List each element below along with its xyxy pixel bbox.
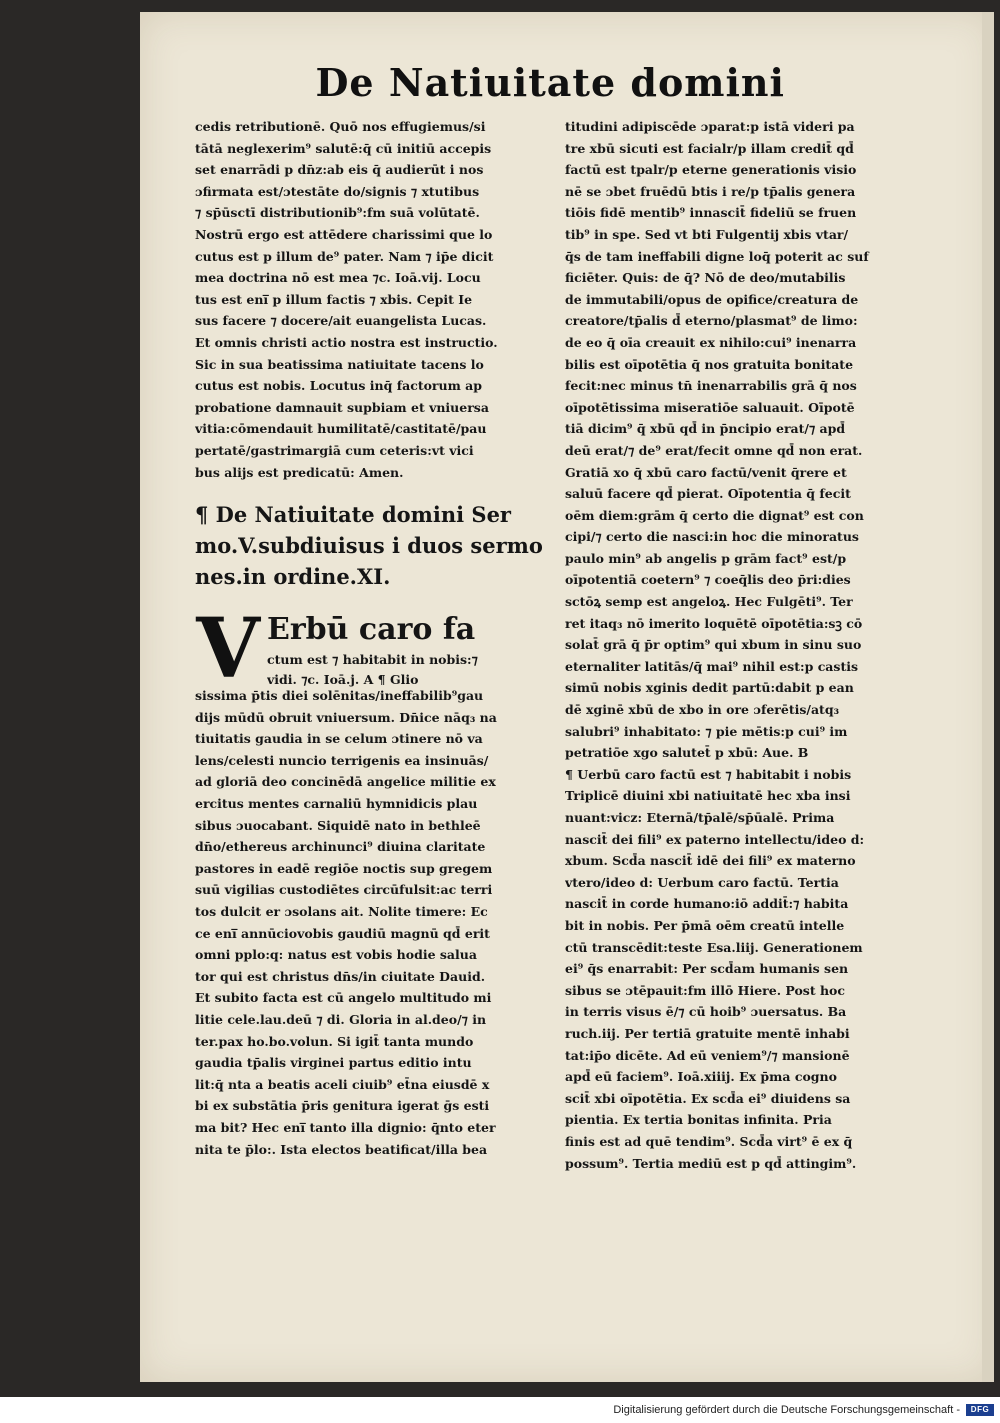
text-line: ctū transcēdit:teste Esa.liij. Generationem: [565, 939, 863, 955]
text-line: ¶ Uerbū caro factū est ⁊ habitabit i nobis: [565, 766, 852, 782]
text-line: factū est tpalr/p eterne generationis visio: [565, 162, 857, 178]
initial-letter: V: [196, 601, 260, 698]
text-line: probatione damnauit supbiam et vniuersa: [195, 399, 489, 415]
sermon-heading: [195, 499, 555, 592]
text-line: tiuitatis gaudia in se celum ɔtinere nō va: [195, 731, 483, 747]
text-line: nes.in ordine.XI.: [195, 564, 391, 590]
text-line: lit:q̄ nta a beatis aceli ciuib⁹ et̄na eiusdē x: [195, 1076, 490, 1092]
text-line: fecit:nec minus tn̄ inenarrabilis grā q̄ nos: [565, 378, 857, 394]
text-line: litie cele.lau.deū ⁊ di. Gloria in al.deo/⁊ in: [195, 1012, 487, 1027]
dfg-logo-icon: DFG: [966, 1404, 994, 1416]
text-line: simū nobis xginis dedit partū:dabit p ean: [565, 680, 854, 696]
text-line: solat̄ grā q̄ p̄r optim⁹ qui xbum in sinu suo: [565, 637, 862, 653]
text-line: ⁊ sp̄ūsctī distributionib⁹:fm suā volūtatē.: [195, 205, 480, 221]
text-line: bi ex substātia p̄ris genitura igerat ḡs esti: [195, 1098, 490, 1114]
text-line: nē se ɔbet fruēdū btis i re/p tp̄alis genera: [565, 183, 856, 199]
text-line: nascit̄ in corde humano:iō addit̄:⁊ habita: [565, 896, 849, 912]
text-line: bus alijs est predicatū: Amen.: [195, 464, 404, 480]
text-line: Nostrū ergo est attēdere charissimi que lo: [195, 226, 493, 242]
text-line: ret itaq₃ nō imerito loquētē oīpotētia:sꝫ cō: [565, 615, 863, 631]
text-line: ercitus mentes carnaliū hymnidicis plau: [195, 796, 478, 812]
text-line: sus facere ⁊ docere/ait euangelista Lucas.: [195, 313, 487, 329]
text-line: tos dulcit er ɔsolans ait. Nolite timere: Ec: [195, 904, 488, 920]
text-line: pastores in eadē regiōe noctis sup gregem: [195, 860, 493, 876]
running-head: De Natiuitate domini: [315, 60, 785, 105]
text-line: eternaliter latitās/q̄ mai⁹ nihil est:p castis: [565, 658, 859, 674]
text-line: ruch.iij. Per tertiā gratuite mentē inhabi: [565, 1025, 850, 1041]
text-line: pientia. Ex tertia bonitas infinita. Pria: [565, 1112, 832, 1128]
text-line: ter.pax ho.bo.volun. Si igit̄ tanta mundo: [195, 1033, 474, 1049]
text-line: Et omnis christi actio nostra est instructio.: [195, 334, 498, 350]
text-line: ɔfirmata est/ɔtestāte do/signis ⁊ xtutibus: [195, 183, 480, 199]
text-line: set enarrādi p dn̄z:ab eis q̄ audierūt i nos: [195, 162, 484, 178]
text-line: sibus ɔuocabant. Siquidē nato in bethleē: [195, 817, 481, 833]
text-line: dē xginē xbū de xbo in ore ɔferētis/atq₃: [565, 702, 840, 718]
text-line: tre xbū sicuti est facialr/p illam credit̄ qd̄: [565, 140, 854, 156]
text-line: bilis est oīpotētia q̄ nos gratuita bonitate: [565, 356, 854, 372]
text-line: Triplicē diuini xbi natiuitatē hec xba insi: [565, 788, 851, 804]
text-line: suū vigilias custodiētes circūfulsit:ac terri: [195, 882, 493, 898]
text-line: cedis retributionē. Quō nos effugiemus/si: [195, 119, 486, 134]
text-line: salubri⁹ inhabitato: ⁊ pie mētis:p cui⁹ im: [565, 723, 848, 739]
text-line: Sic in sua beatissima natiuitate tacens lo: [195, 356, 484, 372]
text-line: tiā dicim⁹ q̄ xbū qd̄ in p̄ncipio erat/⁊ apd̄: [565, 421, 846, 437]
text-line: saluū facere qd̄ pierat. Oīpotentia q̄ fecit: [565, 486, 851, 502]
text-line: oīpotētissima miseratiōe saluauit. Oīpotē: [565, 399, 855, 415]
text-line: titudini adipiscēde ɔparat:p istā videri pa: [565, 119, 855, 134]
text-line: q̄s de tam ineffabili digne loq̄ poterit ac suf: [565, 248, 869, 264]
text-line: deū erat/⁊ de⁹ erat/fecit omne qd̄ non erat.: [565, 442, 863, 458]
text-line: tātā neglexerim⁹ salutē:q̄ cū initiū accepis: [195, 140, 492, 156]
text-line: dijs mūdū obruit vniuersum. Dn̄ice nāq₃ na: [195, 709, 497, 725]
text-line: scit̄ xbi oīpotētia. Ex scd̄a ei⁹ diuidens sa: [565, 1090, 851, 1106]
text-line: ma bit? Hec eni̅ tanto illa dignio: q̄nto eter: [195, 1119, 496, 1135]
text-line: vitia:cōmendauit humilitatē/castitatē/pau: [195, 421, 487, 437]
text-line: de eo q̄ oīa creauit ex nihilo:cui⁹ inenarra: [565, 334, 857, 350]
text-line: ficiēter. Quis: de q̄? Nō de deo/mutabilis: [565, 270, 846, 286]
right-column-text: [565, 116, 925, 1174]
text-line: tus est eni̅ p illum factis ⁊ xbis. Cepit Ie: [195, 291, 473, 307]
text-line: creatore/tp̄alis d̄ eterno/plasmat⁹ de limo:: [565, 313, 858, 329]
text-line: pertatē/gastrimargiā cum ceteris:vt vici: [195, 442, 474, 458]
text-line: cutus est nobis. Locutus inq̄ factorum ap: [195, 378, 483, 394]
text-line: nita te p̄lo:. Ista electos beatificat/illa bea: [195, 1141, 488, 1157]
text-line: vidi. ⁊c. Ioā.j. A ¶ Glio: [267, 672, 419, 688]
left-column-body: [195, 685, 555, 1160]
initial-text: [267, 610, 557, 690]
text-line: finis est ad quē tendim⁹. Scd̄a virt⁹ ē ex q̄: [565, 1133, 853, 1149]
text-line: omni pplo:q: natus est vobis hodie salua: [195, 947, 477, 963]
text-line: xbum. Scd̄a nascit̄ idē dei fili⁹ ex materno: [565, 853, 856, 869]
text-line: in terris visus ē/⁊ cū hoib⁹ ɔuersatus. Ba: [565, 1004, 847, 1020]
text-line: ¶ De Natiuitate domini Ser: [195, 502, 511, 528]
text-line: ce eni̅ annūciovobis gaudiū magnū qd̄ erit: [195, 925, 490, 941]
text-line: tib⁹ in spe. Sed vt bti Fulgentij xbis vtar/: [565, 226, 849, 242]
left-column: [195, 116, 555, 1160]
text-line: vtero/ideo d: Uerbum caro factū. Tertia: [565, 874, 839, 890]
text-line: apd̄ eū faciem⁹. Ioā.xiiij. Ex p̄ma cogno: [565, 1069, 837, 1085]
text-line: cutus est p illum de⁹ pater. Nam ⁊ ip̄e dicit: [195, 248, 494, 264]
text-line: mo.V.subdiuisus i duos sermo: [195, 533, 543, 559]
opening-words: Erbū caro fa: [267, 612, 476, 648]
right-column: [565, 116, 925, 1174]
footer-credit: Digitalisierung gefördert durch die Deutsche Forschungsgemeinschaft -: [613, 1404, 960, 1416]
text-line: Gratiā xo q̄ xbū caro factū/venit q̄rere et: [565, 464, 847, 480]
digitization-footer: [0, 1397, 1000, 1423]
text-line: nuant:vicz: Eternā/tp̄alē/sp̄ūalē. Prima: [565, 810, 835, 825]
text-line: dn̄o/ethereus archinunci⁹ diuina claritate: [195, 839, 486, 855]
text-line: ctum est ⁊ habitabit in nobis:⁊: [267, 652, 478, 668]
text-line: de immutabili/opus de opifice/creatura de: [565, 291, 859, 307]
text-line: tiōis fidē mentib⁹ innascit̄ fideliū se fruen: [565, 205, 857, 221]
text-line: lens/celesti nuncio terrigenis ea insinuās/: [195, 752, 489, 768]
text-line: petratiōe xgo salutet̄ p xbū: Aue. B: [565, 745, 809, 761]
text-line: paulo min⁹ ab angelis p grām fact⁹ est/p: [565, 550, 847, 566]
text-line: ei⁹ q̄s enarrabit: Per scd̄am humanis sen: [565, 961, 849, 977]
text-line: ad gloriā deo concinēdā angelice militie ex: [195, 774, 496, 790]
left-column-text-top: [195, 116, 555, 483]
text-line: sissima p̄tis diei solēnitas/ineffabilib⁹gau: [195, 688, 484, 704]
text-line: tor qui est christus dn̄s/in ciuitate Dauid.: [195, 968, 486, 984]
text-line: oīpotentiā coetern⁹ ⁊ coeq̄lis deo p̄ri:dies: [565, 572, 851, 588]
text-line: nascit̄ dei fili⁹ ex paterno intellectu/ideo d:: [565, 831, 865, 847]
page-edge: [982, 12, 994, 1382]
text-line: bit in nobis. Per p̄mā oēm creatū intelle: [565, 917, 845, 933]
text-line: sibus se ɔtēpauit:fm illō Hiere. Post hoc: [565, 982, 845, 998]
text-line: mea doctrina nō est mea ⁊c. Ioā.vij. Locu: [195, 270, 481, 286]
text-line: possum⁹. Tertia mediū est p qd̄ attingim⁹.: [565, 1155, 857, 1171]
text-line: gaudia tp̄alis virginei partus editio intu: [195, 1055, 472, 1071]
text-line: oēm diem:grām q̄ certo die dignat⁹ est con: [565, 507, 864, 523]
text-line: cipi/⁊ certo die nasci:in hoc die minoratus: [565, 529, 859, 545]
text-line: tat:ip̄o dicēte. Ad eū veniem⁹/⁊ mansionē: [565, 1047, 850, 1063]
text-line: Et subito facta est cū angelo multitudo mi: [195, 990, 492, 1006]
text-line: sctōꝝ semp est angeloꝝ. Hec Fulgēti⁹. Ter: [565, 594, 853, 610]
